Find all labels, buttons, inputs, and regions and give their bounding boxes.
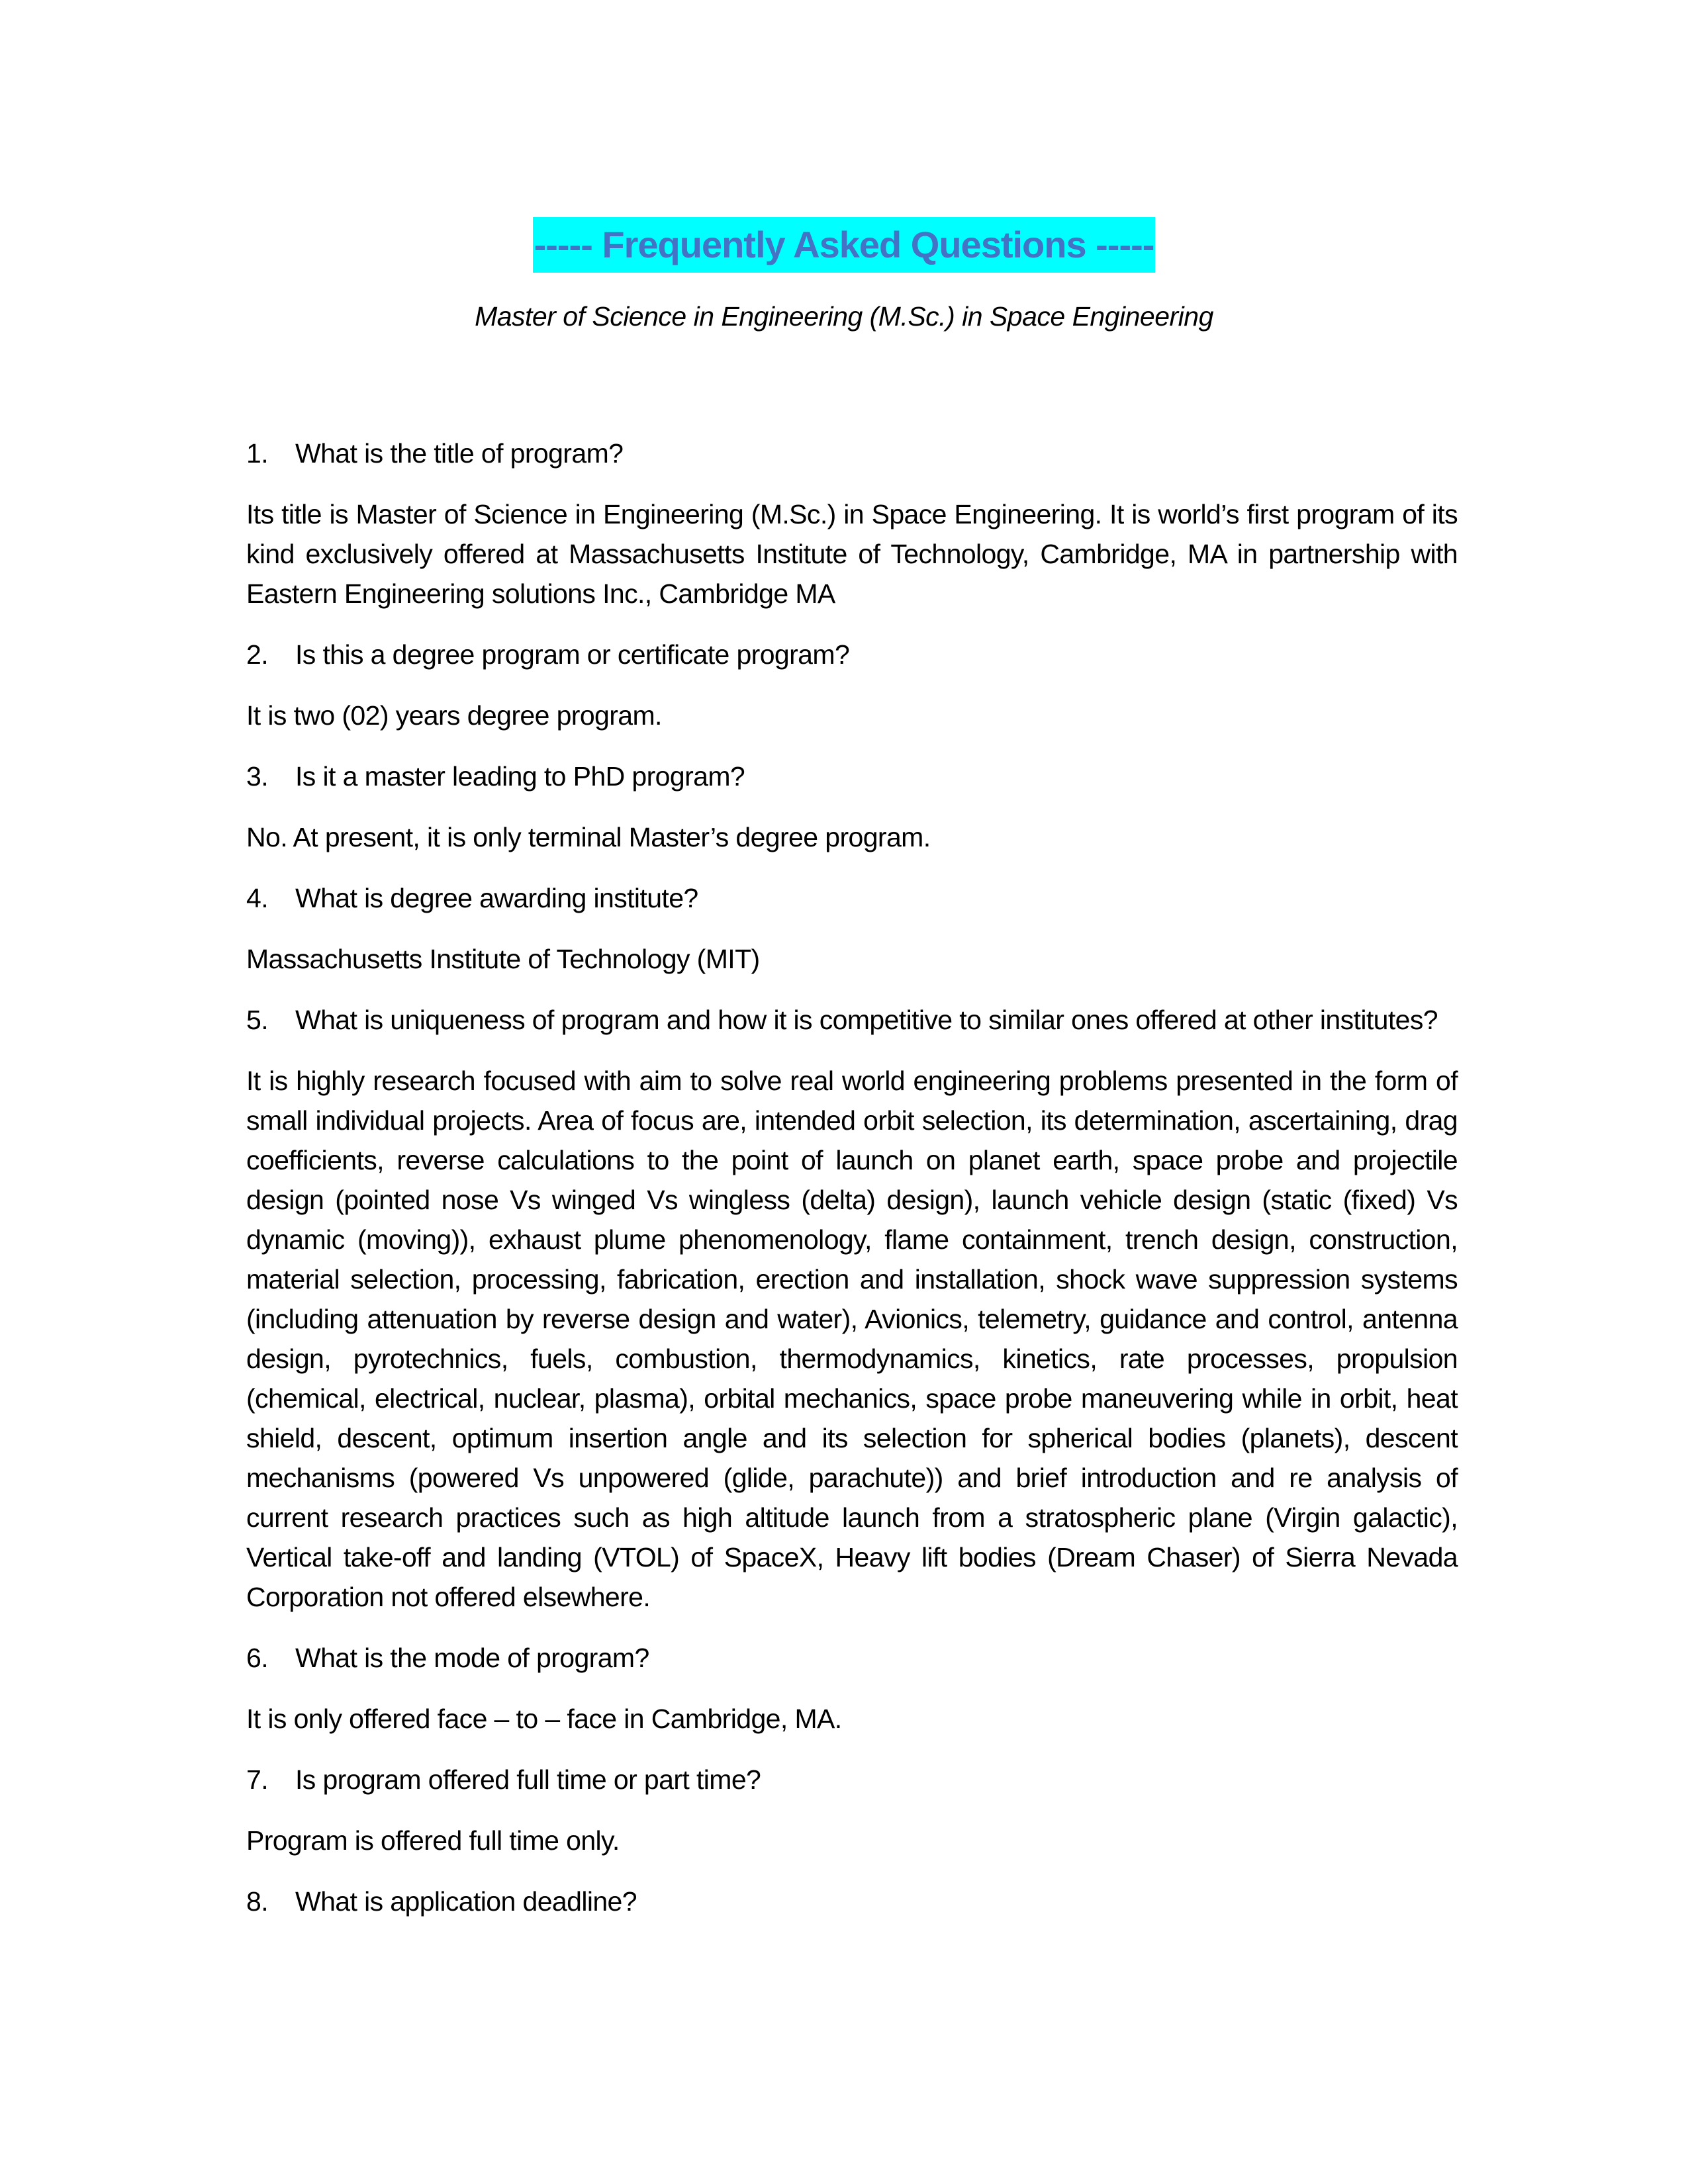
faq-item xyxy=(246,1000,1458,1617)
question-number: 1. xyxy=(246,438,268,469)
question-number: 2. xyxy=(246,639,268,670)
faq-list xyxy=(246,433,1458,1942)
faq-answer: Its title is Master of Science in Engineering (M.Sc.) in Space Engineering. It is world’s first program of its kind exclusively offered at Massachusetts Institute of Technology, Cambridge, MA in partnership with Eastern Engineering solutions Inc., Cambridge MA xyxy=(246,499,1458,609)
question-text: What is application deadline? xyxy=(295,1886,637,1917)
faq-question xyxy=(246,756,1458,796)
question-text: What is the title of program? xyxy=(295,438,624,469)
faq-item xyxy=(246,635,1458,735)
faq-item xyxy=(246,756,1458,857)
page-title: ----- Frequently Asked Questions ----- xyxy=(533,217,1156,273)
question-number: 8. xyxy=(246,1886,268,1917)
page-subtitle: Master of Science in Engineering (M.Sc.) in Space Engineering xyxy=(475,301,1213,332)
faq-question xyxy=(246,1638,1458,1678)
faq-item xyxy=(246,433,1458,614)
question-text: What is uniqueness of program and how it is competitive to similar ones offered at other institutes? xyxy=(295,1005,1438,1035)
faq-question xyxy=(246,878,1458,918)
faq-item xyxy=(246,1882,1458,1921)
faq-answer: No. At present, it is only terminal Master’s degree program. xyxy=(246,822,931,852)
question-text: Is it a master leading to PhD program? xyxy=(295,761,745,792)
faq-question xyxy=(246,1760,1458,1799)
faq-question xyxy=(246,1882,1458,1921)
faq-item xyxy=(246,1638,1458,1739)
faq-question xyxy=(246,433,1458,473)
question-text: What is degree awarding institute? xyxy=(295,883,698,913)
faq-item xyxy=(246,1760,1458,1860)
faq-answer: It is only offered face – to – face in Cambridge, MA. xyxy=(246,1704,842,1734)
question-number: 4. xyxy=(246,883,268,913)
faq-answer: Massachusetts Institute of Technology (MIT) xyxy=(246,944,760,974)
faq-answer: It is two (02) years degree program. xyxy=(246,700,662,731)
question-text: What is the mode of program? xyxy=(295,1643,649,1673)
question-number: 6. xyxy=(246,1643,268,1673)
faq-item xyxy=(246,878,1458,979)
faq-question xyxy=(246,1000,1458,1040)
title-container xyxy=(0,217,1688,273)
question-number: 5. xyxy=(246,1005,268,1035)
question-text: Is this a degree program or certificate program? xyxy=(295,639,850,670)
question-number: 7. xyxy=(246,1764,268,1795)
faq-answer: It is highly research focused with aim to solve real world engineering problems presented in the form of small individual projects. Area of focus are, intended orbit selection, its determination, ascertaining, drag coefficients, reverse calculations to the point of launch on planet earth, space probe and projectile design (pointed nose Vs winged Vs wingless (delta) design), launch vehicle design (static (fixed) Vs dynamic (moving)), exhaust plume phenomenology, flame containment, trench design, construction, material selection, processing, fabrication, erection and installation, shock wave suppression systems (including attenuation by reverse design and water), Avionics, telemetry, guidance and control, antenna design, pyrotechnics, fuels, combustion, thermodynamics, kinetics, rate processes, propulsion (chemical, electrical, nuclear, plasma), orbital mechanics, space probe maneuvering while in orbit, heat shield, descent, optimum insertion angle and its selection for spherical bodies (planets), descent mechanisms (powered Vs unpowered (glide, parachute)) and brief introduction and re analysis of current research practices such as high altitude launch from a stratospheric plane (Virgin galactic), Vertical take-off and landing (VTOL) of SpaceX, Heavy lift bodies (Dream Chaser) of Sierra Nevada Corporation not offered elsewhere. xyxy=(246,1066,1458,1612)
faq-answer: Program is offered full time only. xyxy=(246,1825,620,1856)
question-number: 3. xyxy=(246,761,268,792)
question-text: Is program offered full time or part time? xyxy=(295,1764,761,1795)
faq-question xyxy=(246,635,1458,674)
